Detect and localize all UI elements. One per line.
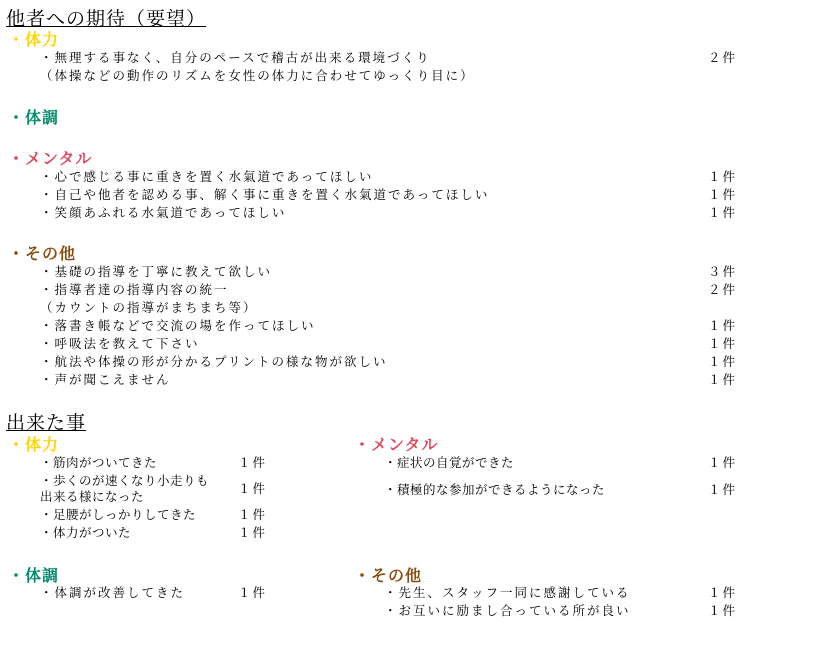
s1-category-mental: ・メンタル	[8, 149, 93, 168]
s2-mental-item-count: １件	[708, 482, 738, 497]
s1-other-item-note: （カウントの指導がまちまち等）	[40, 300, 258, 315]
s2-category-other: ・その他	[354, 566, 423, 585]
s2-condition-item-count: １件	[238, 585, 268, 600]
s1-other-item-count: １件	[708, 372, 738, 387]
s2-other-item-count: １件	[708, 585, 738, 600]
s1-mental-item: ・心で感じる事に重きを置く水氣道であってほしい	[40, 169, 374, 184]
s1-other-item: ・指導者達の指導内容の統一	[40, 282, 229, 297]
s1-other-item-count: １件	[708, 318, 738, 333]
s2-physical-item-cont: 出来る様になった	[40, 489, 145, 504]
s2-physical-item: ・歩くのが速くなり小走りも	[40, 473, 210, 488]
s1-other-item: ・航法や体操の形が分かるプリントの様な物が欲しい	[40, 354, 388, 369]
s1-other-item: ・呼吸法を教えて下さい	[40, 336, 200, 351]
s2-mental-item: ・積極的な参加ができるようになった	[384, 482, 606, 497]
s1-mental-item-count: １件	[708, 205, 738, 220]
s1-mental-item: ・自己や他者を認める事、解く事に重きを置く水氣道であってほしい	[40, 187, 490, 202]
s2-category-physical: ・体力	[8, 435, 60, 454]
s1-category-physical: ・体力	[8, 30, 60, 49]
section2-title: 出来た事	[6, 412, 87, 434]
s1-physical-item-note: （体操などの動作のリズムを女性の体力に合わせてゆっくり目に）	[40, 68, 475, 83]
s2-category-condition: ・体調	[8, 566, 60, 585]
s2-physical-item: ・足腰がしっかりしてきた	[40, 507, 197, 522]
s2-physical-item: ・体力がついた	[40, 525, 132, 540]
s1-mental-item-count: １件	[708, 169, 738, 184]
s2-physical-item-count: １件	[238, 481, 268, 496]
s1-other-item-count: ３件	[708, 264, 738, 279]
s2-category-mental: ・メンタル	[354, 435, 439, 454]
s1-other-item: ・基礎の指導を丁寧に教えて欲しい	[40, 264, 273, 279]
s1-other-item: ・落書き帳などで交流の場を作ってほしい	[40, 318, 316, 333]
s2-other-item-count: １件	[708, 603, 738, 618]
s2-mental-item: ・症状の自覚ができた	[384, 455, 515, 470]
s1-other-item-count: １件	[708, 336, 738, 351]
s1-category-condition: ・体調	[8, 108, 60, 127]
s2-other-item: ・先生、スタッフ一同に感謝している	[384, 585, 631, 600]
s2-physical-item-count: １件	[238, 507, 268, 522]
s1-physical-item: ・無理する事なく、自分のペースで稽古が出来る環境づくり	[40, 50, 431, 65]
s1-mental-item: ・笑顔あふれる水氣道であってほしい	[40, 205, 287, 220]
s2-physical-item-count: １件	[238, 455, 268, 470]
s2-other-item: ・お互いに励まし合っている所が良い	[384, 603, 631, 618]
s1-category-other: ・その他	[8, 244, 77, 263]
s1-other-item: ・声が聞こえません	[40, 372, 171, 387]
s1-physical-item-count: ２件	[708, 50, 738, 65]
s2-physical-item-count: １件	[238, 525, 268, 540]
s1-other-item-count: ２件	[708, 282, 738, 297]
s2-condition-item: ・体調が改善してきた	[40, 585, 186, 600]
section1-title: 他者への期待（要望）	[6, 8, 207, 30]
s1-other-item-count: １件	[708, 354, 738, 369]
s2-mental-item-count: １件	[708, 455, 738, 470]
s2-physical-item: ・筋肉がついてきた	[40, 455, 158, 470]
s1-mental-item-count: １件	[708, 187, 738, 202]
